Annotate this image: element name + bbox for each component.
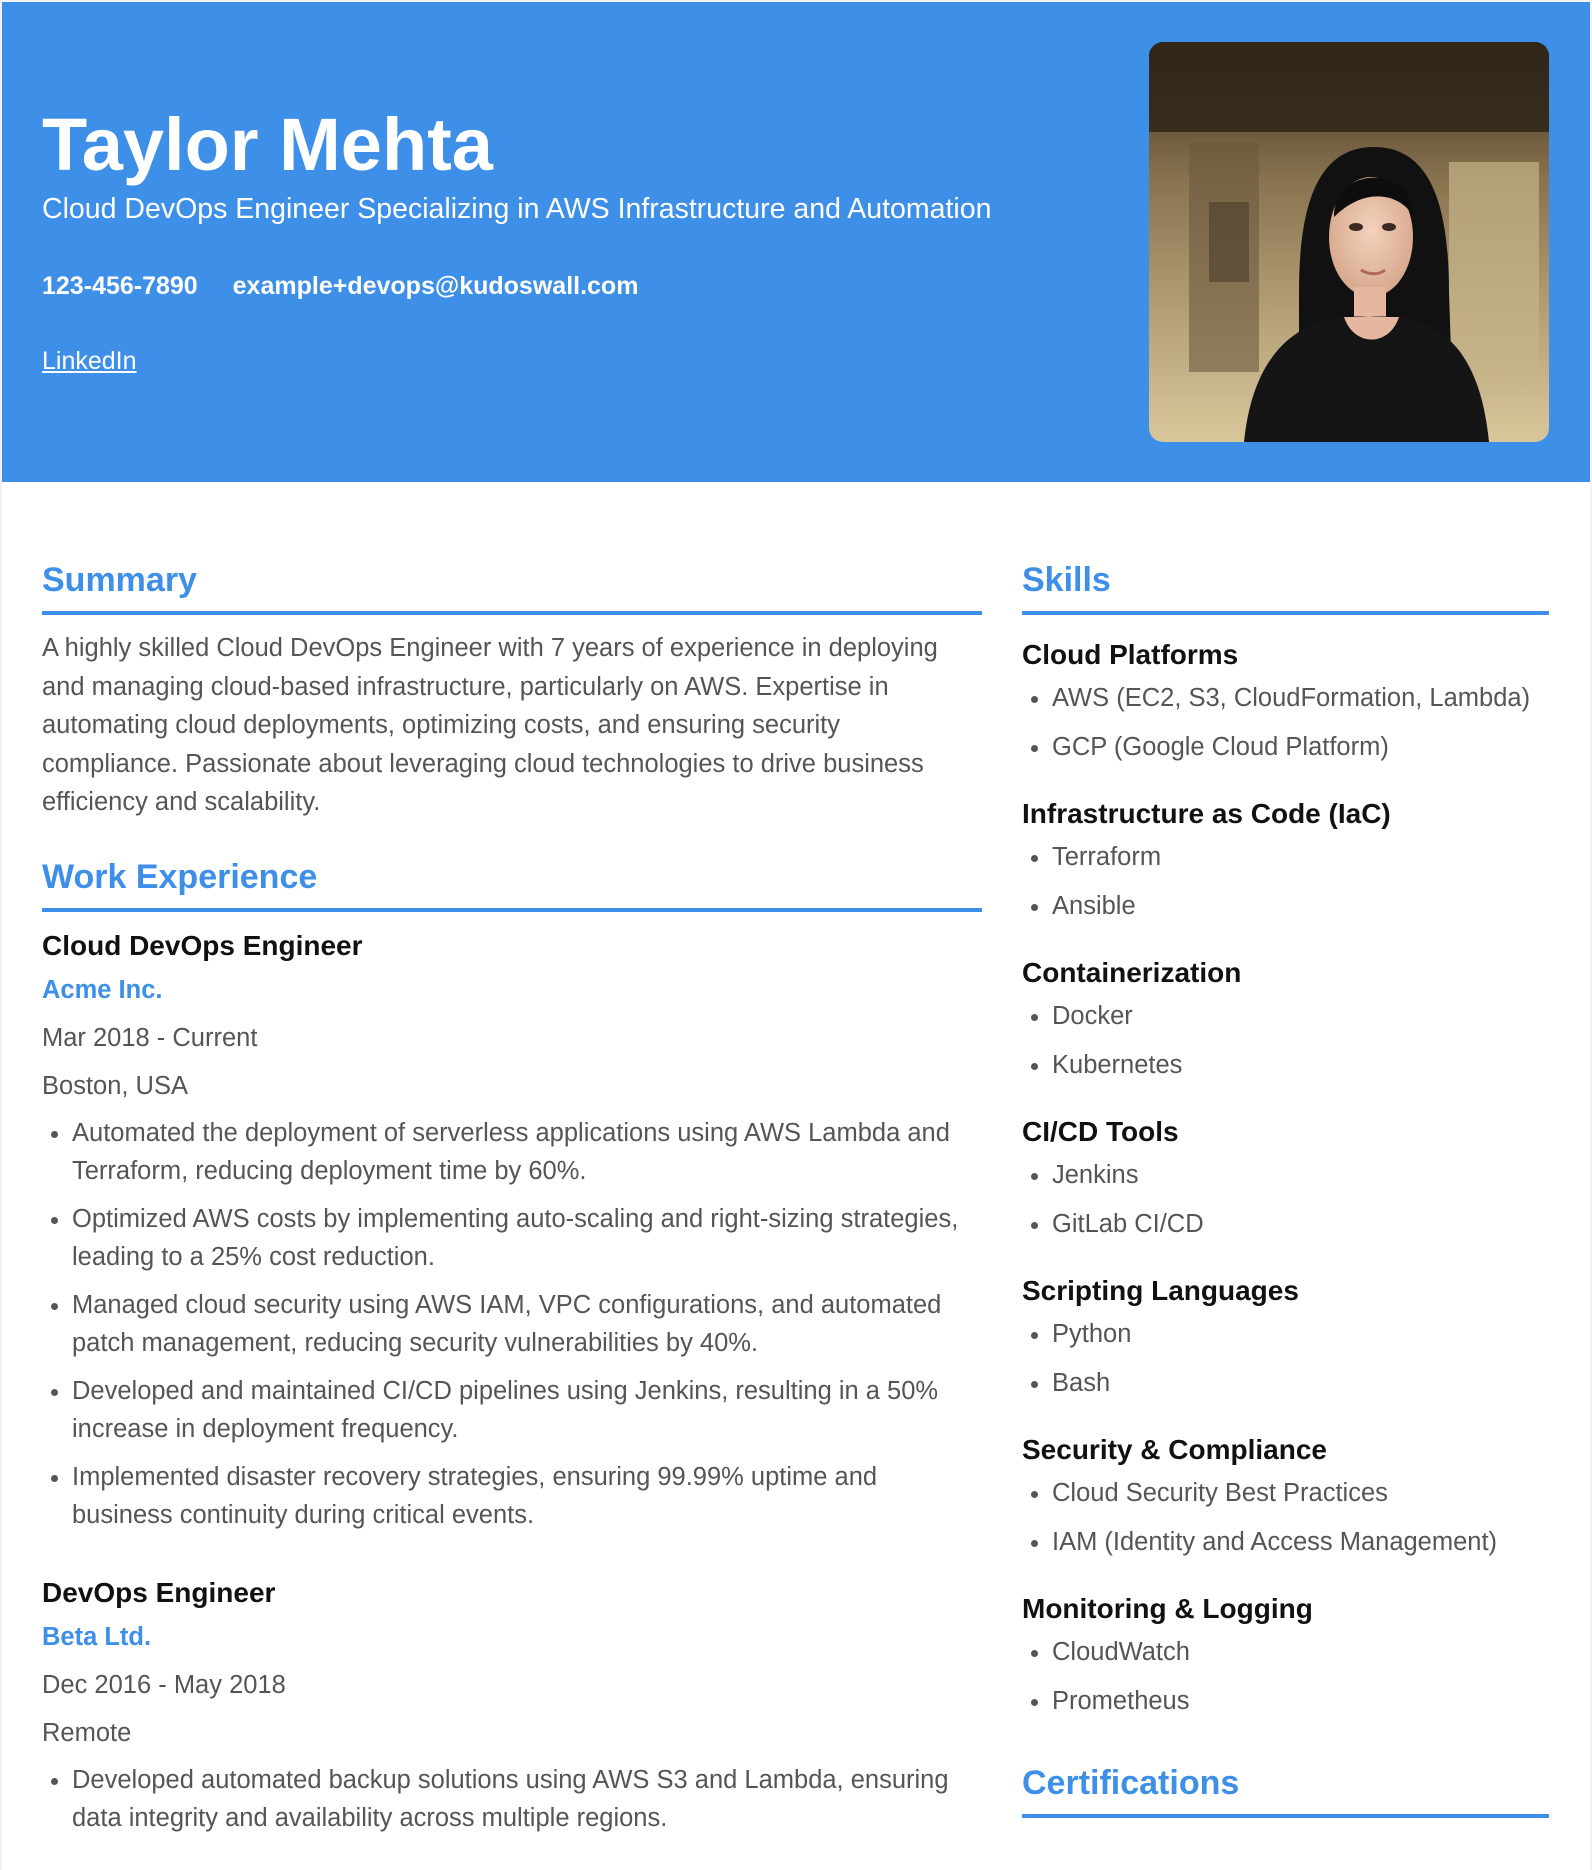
email-address[interactable]: example+devops@kudoswall.com — [232, 272, 639, 300]
work-experience-heading: Work Experience — [42, 854, 982, 912]
company-name: Acme Inc. — [42, 975, 163, 1004]
skill-item: • Kubernetes — [1052, 1046, 1549, 1085]
skill-group-title: Monitoring & Logging — [1022, 1593, 1313, 1624]
job-bullet: • Developed and maintained CI/CD pipelines using Jenkins, resulting in a 50% increase in deployment frequency. — [72, 1372, 982, 1449]
linkedin-link[interactable]: LinkedIn — [42, 347, 137, 375]
skill-group-title: Scripting Languages — [1022, 1275, 1299, 1306]
job-bullet: • Developed automated backup solutions using AWS S3 and Lambda, ensuring data integrity and availability across multiple regions. — [72, 1761, 982, 1838]
skill-item: • Bash — [1052, 1364, 1549, 1403]
skill-item: • Jenkins — [1052, 1156, 1549, 1195]
job-bullets — [42, 1761, 982, 1838]
skill-group — [1022, 1273, 1549, 1402]
skill-group-title: Infrastructure as Code (IaC) — [1022, 798, 1391, 829]
job-title: DevOps Engineer — [42, 1576, 276, 1608]
job-title: Cloud DevOps Engineer — [42, 929, 363, 961]
skill-group-title: Security & Compliance — [1022, 1434, 1327, 1465]
job-location: Remote — [42, 1718, 132, 1747]
resume-header — [2, 2, 1590, 482]
job-bullet: • Optimized AWS costs by implementing auto-scaling and right-sizing strategies, leading to a 25% cost reduction. — [72, 1200, 982, 1277]
skill-list — [1022, 1315, 1549, 1402]
job-dates: Dec 2016 - May 2018 — [42, 1670, 286, 1699]
skill-group — [1022, 1591, 1549, 1720]
skill-item: • Cloud Security Best Practices — [1052, 1474, 1549, 1513]
skill-group — [1022, 955, 1549, 1084]
skill-group-title: Cloud Platforms — [1022, 639, 1239, 670]
sidebar-column — [1022, 557, 1549, 1818]
skill-item: • AWS (EC2, S3, CloudFormation, Lambda) — [1052, 679, 1549, 718]
skill-group — [1022, 796, 1549, 925]
job-entry — [42, 1575, 982, 1838]
skill-list — [1022, 1474, 1549, 1561]
skill-list — [1022, 679, 1549, 766]
phone-number: 123-456-7890 — [42, 272, 198, 300]
profile-photo — [1149, 42, 1549, 442]
skill-item: • Docker — [1052, 997, 1549, 1036]
contact-row — [42, 270, 666, 302]
main-column — [42, 557, 982, 1847]
skill-item: • Ansible — [1052, 887, 1549, 926]
skill-list — [1022, 838, 1549, 925]
skill-list — [1022, 1633, 1549, 1720]
skill-list — [1022, 1156, 1549, 1243]
candidate-headline: Cloud DevOps Engineer Specializing in AWS Infrastructure and Automation — [42, 193, 992, 225]
skill-group-title: Containerization — [1022, 957, 1242, 988]
skills-heading: Skills — [1022, 557, 1549, 615]
skill-list — [1022, 997, 1549, 1084]
job-bullet: • Automated the deployment of serverless applications using AWS Lambda and Terraform, reducing deployment time by 60%. — [72, 1114, 982, 1191]
skill-group — [1022, 637, 1549, 766]
certifications-heading: Certifications — [1022, 1760, 1549, 1818]
job-entry — [42, 928, 982, 1535]
skill-item: • Prometheus — [1052, 1682, 1549, 1721]
candidate-name: Taylor Mehta — [42, 103, 493, 186]
skill-item: • Terraform — [1052, 838, 1549, 877]
skill-item: • Python — [1052, 1315, 1549, 1354]
summary-heading: Summary — [42, 557, 982, 615]
summary-text: A highly skilled Cloud DevOps Engineer with 7 years of experience in deploying and managing cloud-based infrastructure, particularly on AWS. Expertise in automating cloud deployments, optimizing costs, and ensuring security compliance. Passionate about leveraging cloud technologies to drive business efficiency and scalability. — [42, 634, 938, 816]
job-bullet: • Implemented disaster recovery strategies, ensuring 99.99% uptime and business continuity during critical events. — [72, 1458, 982, 1535]
resume-page — [2, 2, 1590, 1870]
job-dates: Mar 2018 - Current — [42, 1023, 258, 1052]
job-bullets — [42, 1114, 982, 1535]
company-name: Beta Ltd. — [42, 1622, 152, 1651]
skill-item: • GCP (Google Cloud Platform) — [1052, 728, 1549, 767]
job-location: Boston, USA — [42, 1071, 188, 1100]
job-bullet: • Managed cloud security using AWS IAM, VPC configurations, and automated patch management, reducing security vulnerabilities by 40%. — [72, 1286, 982, 1363]
skill-item: • GitLab CI/CD — [1052, 1205, 1549, 1244]
skill-group — [1022, 1432, 1549, 1561]
skill-item: • IAM (Identity and Access Management) — [1052, 1523, 1549, 1562]
skill-item: • CloudWatch — [1052, 1633, 1549, 1672]
skill-group — [1022, 1114, 1549, 1243]
skill-group-title: CI/CD Tools — [1022, 1116, 1179, 1147]
